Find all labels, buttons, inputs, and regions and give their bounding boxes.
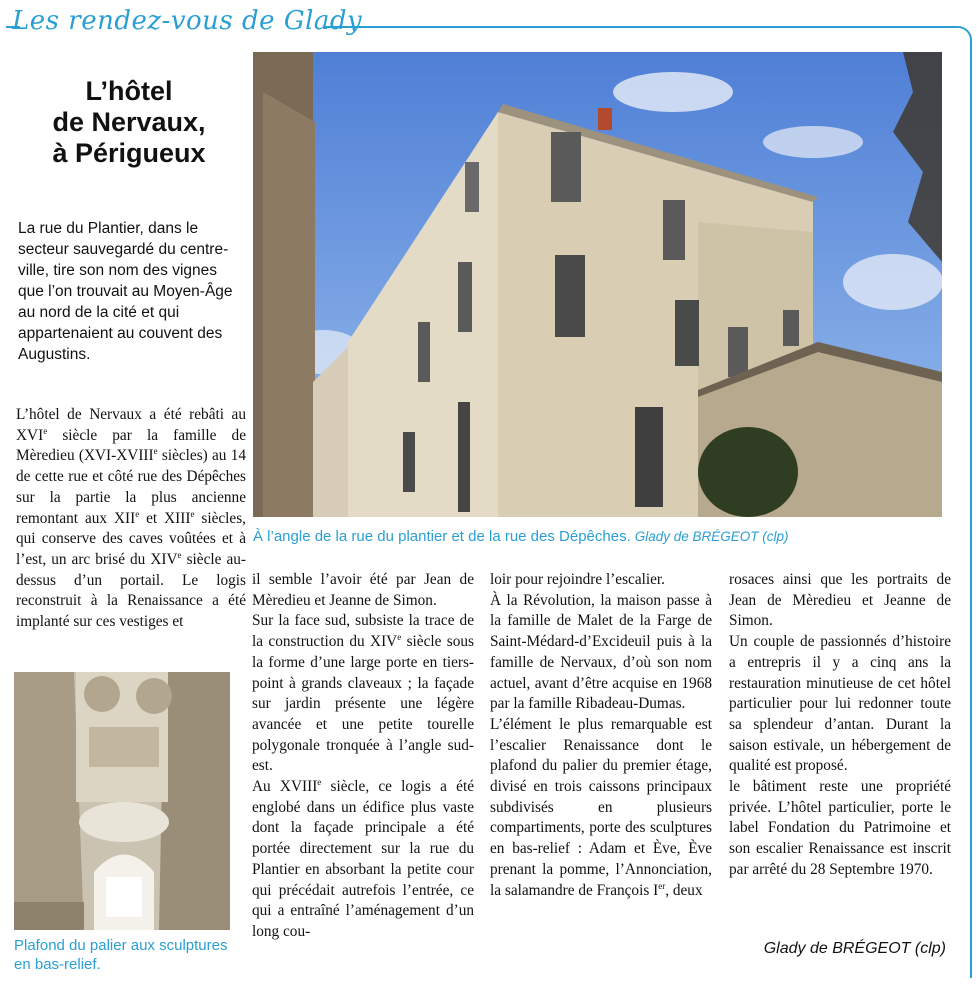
article-column-1 bbox=[16, 405, 246, 633]
building-photo bbox=[253, 52, 942, 517]
article-column-3 bbox=[490, 570, 712, 901]
photo-caption bbox=[253, 528, 953, 545]
stair-photo-caption: Plafond du palier aux sculptures en bas-relief. bbox=[14, 937, 228, 973]
photo-caption-text: À l’angle de la rue du plantier et de la rue des Dépêches. bbox=[253, 528, 631, 545]
photo-credit: Glady de BRÉGEOT (clp) bbox=[634, 529, 789, 544]
paragraph: loir pour rejoindre l’escalier. bbox=[490, 571, 665, 588]
building-illustration bbox=[253, 52, 942, 517]
author-signature: Glady de BRÉGEOT (clp) bbox=[763, 940, 946, 957]
paragraph: Sur la face sud, subsiste la trace de la construction du XIVe siècle sous la forme d’une large porte en tiers-point à grands claveaux ; la façade sur jardin présente une légère avancée et une petite tourelle polygonale tronquée à l’angle sud-est. bbox=[252, 612, 474, 775]
paragraph: À la Révolution, la maison passe à la famille de Malet de la Farge de Saint-Médard-d’Excideuil puis à la famille de Nervaux, d’où son nom actuel, avant d’être acquise en 1968 par la famille Ribadeau-Dumas. bbox=[490, 591, 712, 713]
article-column-2 bbox=[252, 570, 474, 943]
paragraph: le bâtiment reste une propriété privée. L’hôtel particulier, porte le label Fondation du Patrimoine et son escalier Renaissance est inscrit par arrêté du 28 Septembre 1970. bbox=[729, 778, 951, 878]
intro-paragraph: La rue du Plantier, dans le secteur sauvegardé du centre-ville, tire son nom des vignes que l’on trouvait au Moyen-Âge au nord de la cité et qui appartenaient au couvent des Augustins. bbox=[18, 220, 233, 363]
paragraph: L’hôtel de Nervaux a été rebâti au XVIe siècle par la famille de Mèredieu (XVI-XVIIIe siècles) au 14 de cette rue et côté rue des Dépêches sur la partie la plus ancienne remontant aux XIIe et XIIIe siècles, qui conserve des caves voûtées et à l’est, un arc brisé du XIVe siècle au-dessus d’un portail. Le logis reconstruit à la Renaissance a été implanté sur ces vestiges et bbox=[16, 406, 247, 631]
stair-illustration bbox=[14, 672, 230, 930]
title-line: à Périgueux bbox=[52, 138, 206, 168]
paragraph: L’élément le plus remarquable est l’escalier Renaissance dont le plafond du palier du premier étage, divisé en trois caissons principaux subdivisés en plusieurs compartiments, porte des sculptures en bas-relief : Adam et Ève, Ève prenant la pomme, l’Annonciation, la salamandre de François Ier, deux bbox=[490, 715, 712, 899]
title-line: L’hôtel bbox=[85, 76, 173, 106]
paragraph: Un couple de passionnés d’histoire a entrepris il y a cinq ans la restauration minutieuse de cet hôtel particulier pour lui redonner toute sa splendeur d’antan. Durant la saison estivale, un hébergement de qualité est proposé. bbox=[729, 633, 951, 775]
article-column-4 bbox=[729, 570, 951, 881]
stair-ceiling-photo bbox=[14, 672, 230, 930]
paragraph: Au XVIIIe siècle, ce logis a été englobé dans un édifice plus vaste dont la façade principale a été portée directement sur la rue du Plantier en absorbant la petite cour qui précédait autrefois l’entrée, ce qui a entraîné l’aménagement d’un long cou- bbox=[252, 776, 474, 940]
title-line: de Nervaux, bbox=[52, 107, 206, 137]
section-title: Les rendez-vous de Glady bbox=[12, 6, 363, 36]
article-title bbox=[18, 76, 240, 169]
paragraph: il semble l’avoir été par Jean de Mèredieu et Jeanne de Simon. bbox=[252, 571, 474, 609]
paragraph: rosaces ainsi que les portraits de Jean de Mèredieu et Jeanne de Simon. bbox=[729, 571, 951, 630]
